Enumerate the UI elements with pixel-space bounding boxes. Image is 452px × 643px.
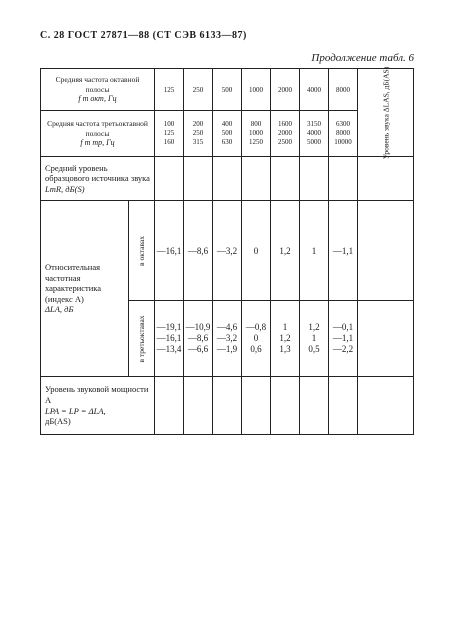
empty-cell — [329, 157, 358, 201]
third-octave-freqs: 400 500 630 — [213, 111, 242, 157]
sound-power-label: Уровень звуковой мощности А LPA = LP = ΔLA, дБ(AS) — [41, 377, 155, 435]
empty-cell — [358, 377, 414, 435]
octave-value: 1,2 — [271, 201, 300, 301]
octave-value: —1,1 — [329, 201, 358, 301]
third-octave-freqs: 800 1000 1250 — [242, 111, 271, 157]
octave-freq: 1000 — [242, 69, 271, 111]
third-octave-symbol: f m тр, Гц — [80, 137, 115, 147]
empty-cell — [155, 157, 184, 201]
sound-power-unit: дБ(AS) — [45, 416, 71, 427]
sound-power-row — [41, 377, 414, 435]
third-octave-header-label: Средняя частота третьоктавной полосы f m тр, Гц — [41, 111, 155, 157]
third-octave-values: —0,8 0 0,6 — [242, 301, 271, 377]
third-octave-values: 1,2 1 0,5 — [300, 301, 329, 377]
empty-cell — [358, 201, 414, 301]
third-octave-freqs: 1600 2000 2500 — [271, 111, 300, 157]
octave-header-label: Средняя частота октавной полосы f m окт, Гц — [41, 69, 155, 111]
octave-value: 0 — [242, 201, 271, 301]
octave-symbol: f m окт, Гц — [78, 93, 117, 103]
reference-level-row — [41, 157, 414, 201]
sound-level-header: Уровень звука ΔLAS, дБ(AS) — [358, 69, 414, 157]
octave-freq: 500 — [213, 69, 242, 111]
empty-cell — [155, 377, 184, 435]
octave-freq: 250 — [184, 69, 213, 111]
relative-octave-row — [41, 201, 414, 301]
reference-level-symbol: LmR, дБ(S) — [45, 183, 85, 194]
empty-cell — [358, 157, 414, 201]
empty-cell — [271, 157, 300, 201]
octave-freq: 4000 — [300, 69, 329, 111]
third-octave-freqs: 3150 4000 5000 — [300, 111, 329, 157]
third-octave-values: —10,9 —8,6 —6,6 — [184, 301, 213, 377]
octave-header-row — [41, 69, 414, 111]
empty-cell — [271, 377, 300, 435]
relative-response-symbol: ΔLA, дБ — [45, 304, 74, 315]
third-octave-values: —0,1 —1,1 —2,2 — [329, 301, 358, 377]
third-octave-values: —19,1 —16,1 —13,4 — [155, 301, 184, 377]
octave-freq: 2000 — [271, 69, 300, 111]
table-continuation-label: Продолжение табл. 6 — [311, 52, 414, 64]
empty-cell — [300, 377, 329, 435]
relative-response-label: Относительная частотная характеристика (индекс А) ΔLA, дБ — [41, 201, 129, 377]
empty-cell — [213, 157, 242, 201]
empty-cell — [242, 157, 271, 201]
empty-cell — [242, 377, 271, 435]
octave-value: —16,1 — [155, 201, 184, 301]
third-octave-values: 1 1,2 1,3 — [271, 301, 300, 377]
octave-value: 1 — [300, 201, 329, 301]
octave-value: —3,2 — [213, 201, 242, 301]
reference-level-label: Средний уровень образцового источника звука LmR, дБ(S) — [41, 157, 155, 201]
third-octave-subheader: в третьоктавах — [129, 301, 155, 377]
empty-cell — [184, 377, 213, 435]
octave-freq: 125 — [155, 69, 184, 111]
empty-cell — [213, 377, 242, 435]
sound-power-symbol: LPA = LP = ΔLA, — [45, 405, 106, 416]
octave-subheader: в октавах — [129, 201, 155, 301]
third-octave-freqs: 200 250 315 — [184, 111, 213, 157]
third-octave-freqs: 6300 8000 10000 — [329, 111, 358, 157]
empty-cell — [329, 377, 358, 435]
page-header: С. 28 ГОСТ 27871—88 (СТ СЭВ 6133—87) — [40, 30, 247, 41]
third-octave-freqs: 100 125 160 — [155, 111, 184, 157]
empty-cell — [358, 301, 414, 377]
third-octave-values: —4,6 —3,2 —1,9 — [213, 301, 242, 377]
empty-cell — [300, 157, 329, 201]
octave-freq: 8000 — [329, 69, 358, 111]
frequency-table — [40, 68, 414, 435]
octave-value: —8,6 — [184, 201, 213, 301]
empty-cell — [184, 157, 213, 201]
